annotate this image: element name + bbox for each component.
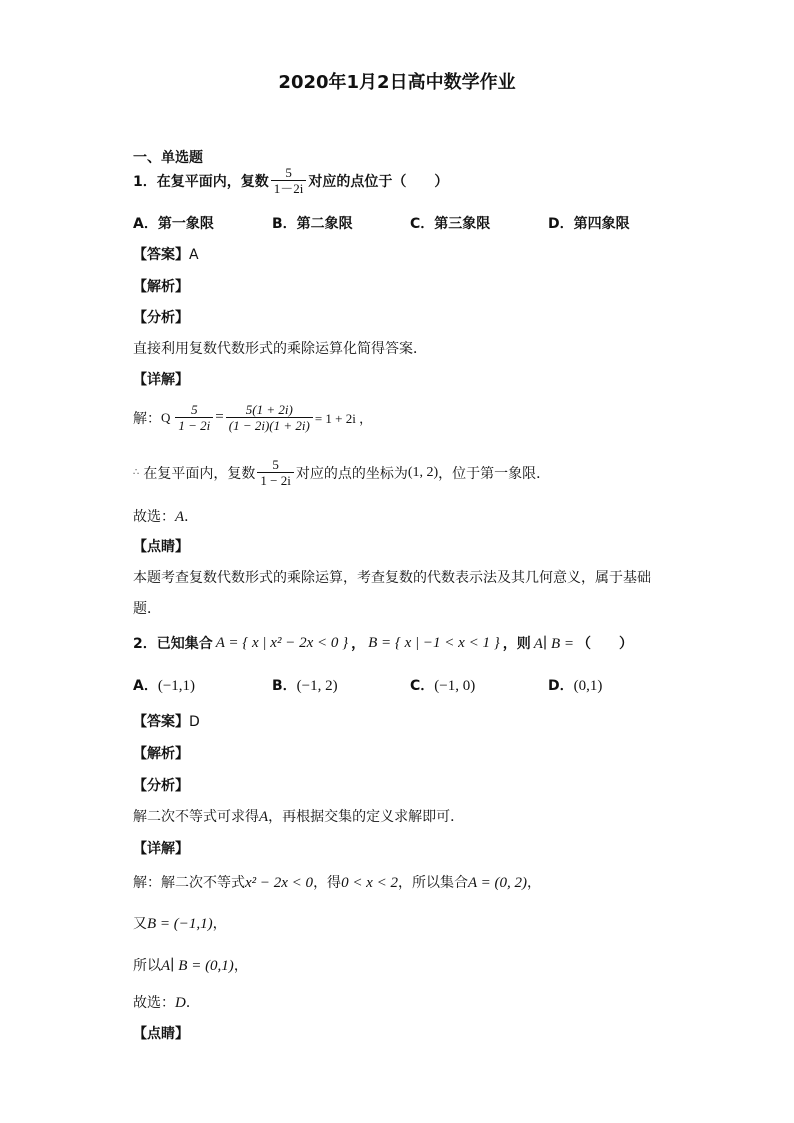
- q2-sol3-end: ，: [233, 958, 248, 974]
- q1-sol-f2-den: (1 − 2i)(1 + 2i): [226, 417, 313, 433]
- q2-option-d-value: (0,1): [573, 678, 603, 694]
- q2-sol1-mid: ，得: [313, 875, 342, 891]
- q2-set-a: A = { x | x² − 2x < 0 }: [215, 634, 349, 651]
- q1-sol-because: Q: [161, 409, 171, 425]
- q1-line2-coord: (1, 2): [407, 464, 439, 480]
- question-1: [133, 166, 448, 195]
- q2-set-b: B = { x | −1 < x < 1 }: [368, 634, 500, 651]
- q2-option-b: [272, 675, 338, 695]
- q2-solution-line-3: [133, 955, 248, 975]
- q1-option-c: C．第三象限: [410, 216, 491, 232]
- q2-intersection: A∣ B =: [533, 635, 575, 652]
- q1-line2-end: ，位于第一象限．: [438, 465, 551, 482]
- q1-tail: 对应的点位于（ ）: [308, 173, 449, 190]
- q1-sol-equals: =: [215, 409, 224, 426]
- q1-dianjing-line2: 题．: [133, 601, 161, 617]
- q2-fenxi-post: ，再根据交集的定义求解即可．: [268, 809, 465, 825]
- q1-sol-fraction-1: [175, 403, 213, 432]
- q1-option-d: D．第四象限: [548, 216, 630, 232]
- q2-comma: ，: [351, 636, 366, 652]
- q2-sol2-set: B = (−1,1): [147, 916, 213, 932]
- q2-option-a: [133, 675, 195, 695]
- q1-fraction: [271, 166, 307, 195]
- q2-fenxi-pre: 解二次不等式可求得: [133, 809, 259, 825]
- q2-sol1-range: 0 < x < 2: [341, 875, 398, 891]
- q1-fenxi-label: 【分析】: [133, 310, 189, 326]
- q2-choose-pre: 故选：: [133, 995, 175, 1011]
- q2-analysis-label: 【解析】: [133, 746, 189, 762]
- q1-solution-line: [133, 403, 372, 432]
- q2-sol1-end: ，: [526, 875, 541, 891]
- q2-sol3-expr: A∣ B = (0,1): [161, 958, 234, 974]
- q2-fenxi-var: A: [259, 809, 269, 825]
- q1-line2-mid: 对应的点的坐标为: [295, 465, 408, 482]
- q1-sol-f1-den: 1 − 2i: [175, 417, 213, 433]
- q1-option-b: B．第二象限: [272, 216, 353, 232]
- q1-line2-num: 5: [272, 457, 279, 472]
- q1-sol-fraction-2: [226, 403, 313, 432]
- q2-dianjing-label: 【点睛】: [133, 1026, 189, 1042]
- q2-fenxi-text: [133, 806, 464, 826]
- q2-lead: 2．已知集合: [133, 636, 213, 652]
- q1-choose-pre: 故选：: [133, 509, 175, 525]
- q1-fraction-numerator: 5: [285, 165, 292, 180]
- q2-option-a-value: (−1,1): [157, 678, 196, 694]
- q1-sol-result: = 1 + 2i ，: [314, 411, 373, 427]
- q2-sol2-pre: 又: [133, 916, 147, 932]
- q1-fenxi-text: 直接利用复数代数形式的乘除运算化简得答案．: [133, 341, 427, 357]
- q2-sol1-set: A = (0, 2): [467, 875, 527, 891]
- q1-lead: 1．在复平面内，复数: [133, 173, 269, 190]
- q1-choose-end: ．: [184, 509, 199, 525]
- section-heading: 一、单选题: [133, 150, 203, 166]
- q2-sol1-pre: 解：解二次不等式: [133, 875, 245, 891]
- q1-option-a: A．第一象限: [133, 216, 214, 232]
- q1-answer-value: A: [189, 247, 199, 263]
- q2-option-d: [548, 675, 602, 695]
- q1-analysis-label: 【解析】: [133, 279, 189, 295]
- q2-option-a-letter: A．: [133, 678, 158, 694]
- q1-answer: [133, 244, 199, 264]
- q1-answer-label: 【答案】: [133, 247, 189, 263]
- q1-choose-val: A: [175, 509, 185, 525]
- q2-solution-line-1: [133, 872, 541, 892]
- q1-sol-f2-num: 5(1 + 2i): [245, 402, 293, 417]
- page-title: 2020年1月2日高中数学作业: [278, 72, 516, 93]
- q2-fenxi-label: 【分析】: [133, 778, 189, 794]
- q1-sol-f1-num: 5: [191, 402, 198, 417]
- q2-detail-label: 【详解】: [133, 841, 189, 857]
- q2-choose-end: ．: [185, 995, 200, 1011]
- q2-solution-line-2: [133, 913, 227, 933]
- q1-choose: [133, 506, 198, 526]
- q2-answer: [133, 711, 200, 731]
- q2-sol2-end: ，: [212, 916, 227, 932]
- q1-line2-pre: 在复平面内，复数: [143, 465, 256, 482]
- q2-choose-val: D: [175, 995, 186, 1011]
- q2-option-c: [410, 675, 475, 695]
- therefore-icon: ∴: [133, 467, 140, 479]
- q2-paren: （ ）: [577, 636, 634, 652]
- q2-sol1-ineq: x² − 2x < 0: [245, 875, 314, 891]
- question-2: [133, 633, 633, 653]
- q2-option-c-letter: C．: [410, 678, 435, 694]
- q2-choose: [133, 992, 200, 1012]
- q1-line2-fraction: [257, 458, 293, 487]
- q2-sol1-mid2: ，所以集合: [397, 875, 468, 891]
- q2-option-b-value: (−1, 2): [296, 678, 338, 694]
- q1-dianjing-line1: 本题考查复数代数形式的乘除运算，考查复数的代数表示法及其几何意义，属于基础: [133, 570, 651, 586]
- q2-then: ，则: [502, 636, 531, 652]
- q2-option-b-letter: B．: [272, 678, 297, 694]
- q1-sol-prefix: 解：: [133, 410, 161, 427]
- q1-dianjing-label: 【点睛】: [133, 539, 189, 555]
- q2-option-d-letter: D．: [548, 678, 574, 694]
- q2-answer-label: 【答案】: [133, 714, 189, 730]
- q1-detail-label: 【详解】: [133, 372, 189, 388]
- q2-answer-value: D: [189, 714, 200, 730]
- q2-sol3-pre: 所以: [133, 958, 161, 974]
- q2-option-c-value: (−1, 0): [434, 678, 476, 694]
- q1-fraction-denominator: 1－2i: [271, 180, 307, 196]
- q1-line2-den: 1 − 2i: [257, 472, 293, 488]
- q1-solution-line-2: [133, 458, 550, 487]
